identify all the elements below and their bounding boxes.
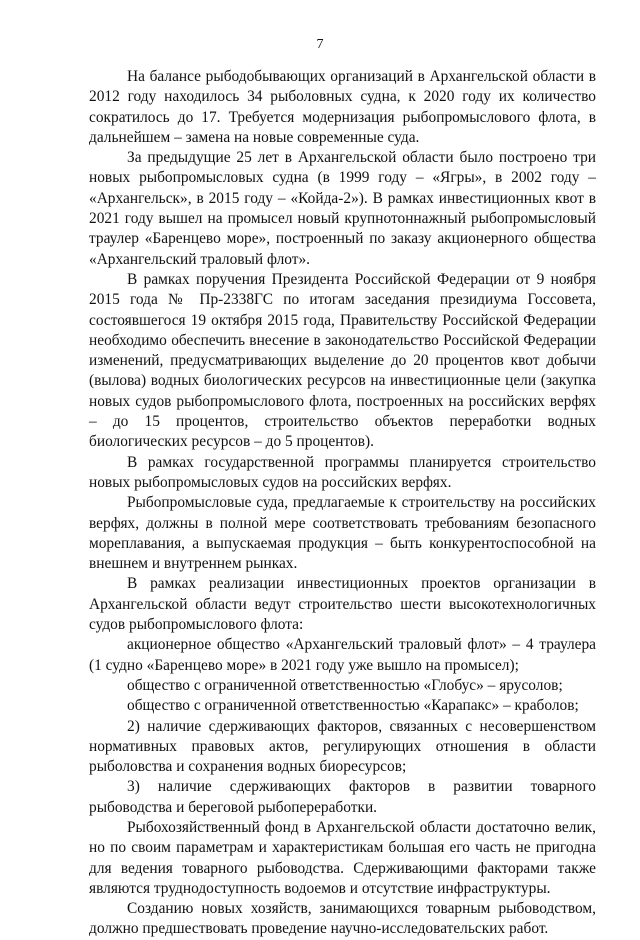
page-number: 7 [316, 37, 324, 52]
list-item: акционерное общество «Архангельский траловый флот» – 4 траулера (1 судно «Баренцево море» в 2021 году уже вышло на промысел); [89, 636, 596, 674]
list-item: общество с ограниченной ответственностью «Глобус» – ярусолов; [127, 676, 563, 694]
paragraph: За предыдущие 25 лет в Архангельской области было построено три новых рыбопромысловых судна (в 1999 году – «Ягры», в 2002 году – «Архангельск», в 2015 году – «Койда-2»). В рамках инвестиционных квот в 2021 году вышел на промысел новый крупнотоннажный рыбопромысловый траулер «Баренцево море», построенный по заказу акционерного общества «Архангельский траловый флот». [89, 149, 596, 268]
document-body [89, 67, 596, 940]
paragraph: Рыбохозяйственный фонд в Архангельской области достаточно велик, но по своим параметрам и характеристикам большая его часть не пригодна для ведения товарного рыбоводства. Сдерживающими факторами также являются труднодоступность водоемов и отсутствие инфраструктуры. [89, 818, 596, 897]
paragraph: В рамках поручения Президента Российской Федерации от 9 ноября 2015 года № Пр-2338ГС по итогам заседания президиума Госсовета, состоявшегося 19 октября 2015 года, Правительству Российской Федерации необходимо обеспечить внесение в законодательство Российской Федерации изменений, предусматривающих выделение до 20 процентов квот добычи (вылова) водных биологических ресурсов на инвестиционные цели (закупка новых судов рыбопромыслового флота, построенных на российских верфях – до 15 процентов, строительство объектов переработки водных биологических ресурсов – до 5 процентов). [89, 270, 596, 451]
list-item: общество с ограниченной ответственностью «Карапакс» – краболов; [127, 697, 579, 715]
paragraph: В рамках реализации инвестиционных проектов организации в Архангельской области ведут строительство шести высокотехнологичных судов рыбопромыслового флота: [89, 575, 596, 634]
paragraph: Рыбопромысловые суда, предлагаемые к строительству на российских верфях, должны в полной мере соответствовать требованиям безопасного мореплавания, а выпускаемая продукция – быть конкурентоспособной на внешнем и внутреннем рынках. [89, 494, 596, 573]
paragraph: Созданию новых хозяйств, занимающихся товарным рыбоводством, должно предшествовать проведение научно-исследовательских работ. [89, 900, 596, 938]
list-item: 2) наличие сдерживающих факторов, связанных с несовершенством нормативных правовых актов, регулирующих отношения в области рыболовства и сохранения водных биоресурсов; [89, 717, 596, 776]
paragraph: В рамках государственной программы планируется строительство новых рыбопромысловых судов на российских верфях. [89, 453, 596, 491]
paragraph: На балансе рыбодобывающих организаций в Архангельской области в 2012 году находилось 34 рыболовных судна, к 2020 году их количество сократилось до 17. Требуется модернизация рыбопромыслового флота, в дальнейшем – замена на новые современные суда. [89, 68, 596, 146]
list-item: 3) наличие сдерживающих факторов в развитии товарного рыбоводства и береговой рыбопереработки. [89, 778, 596, 816]
